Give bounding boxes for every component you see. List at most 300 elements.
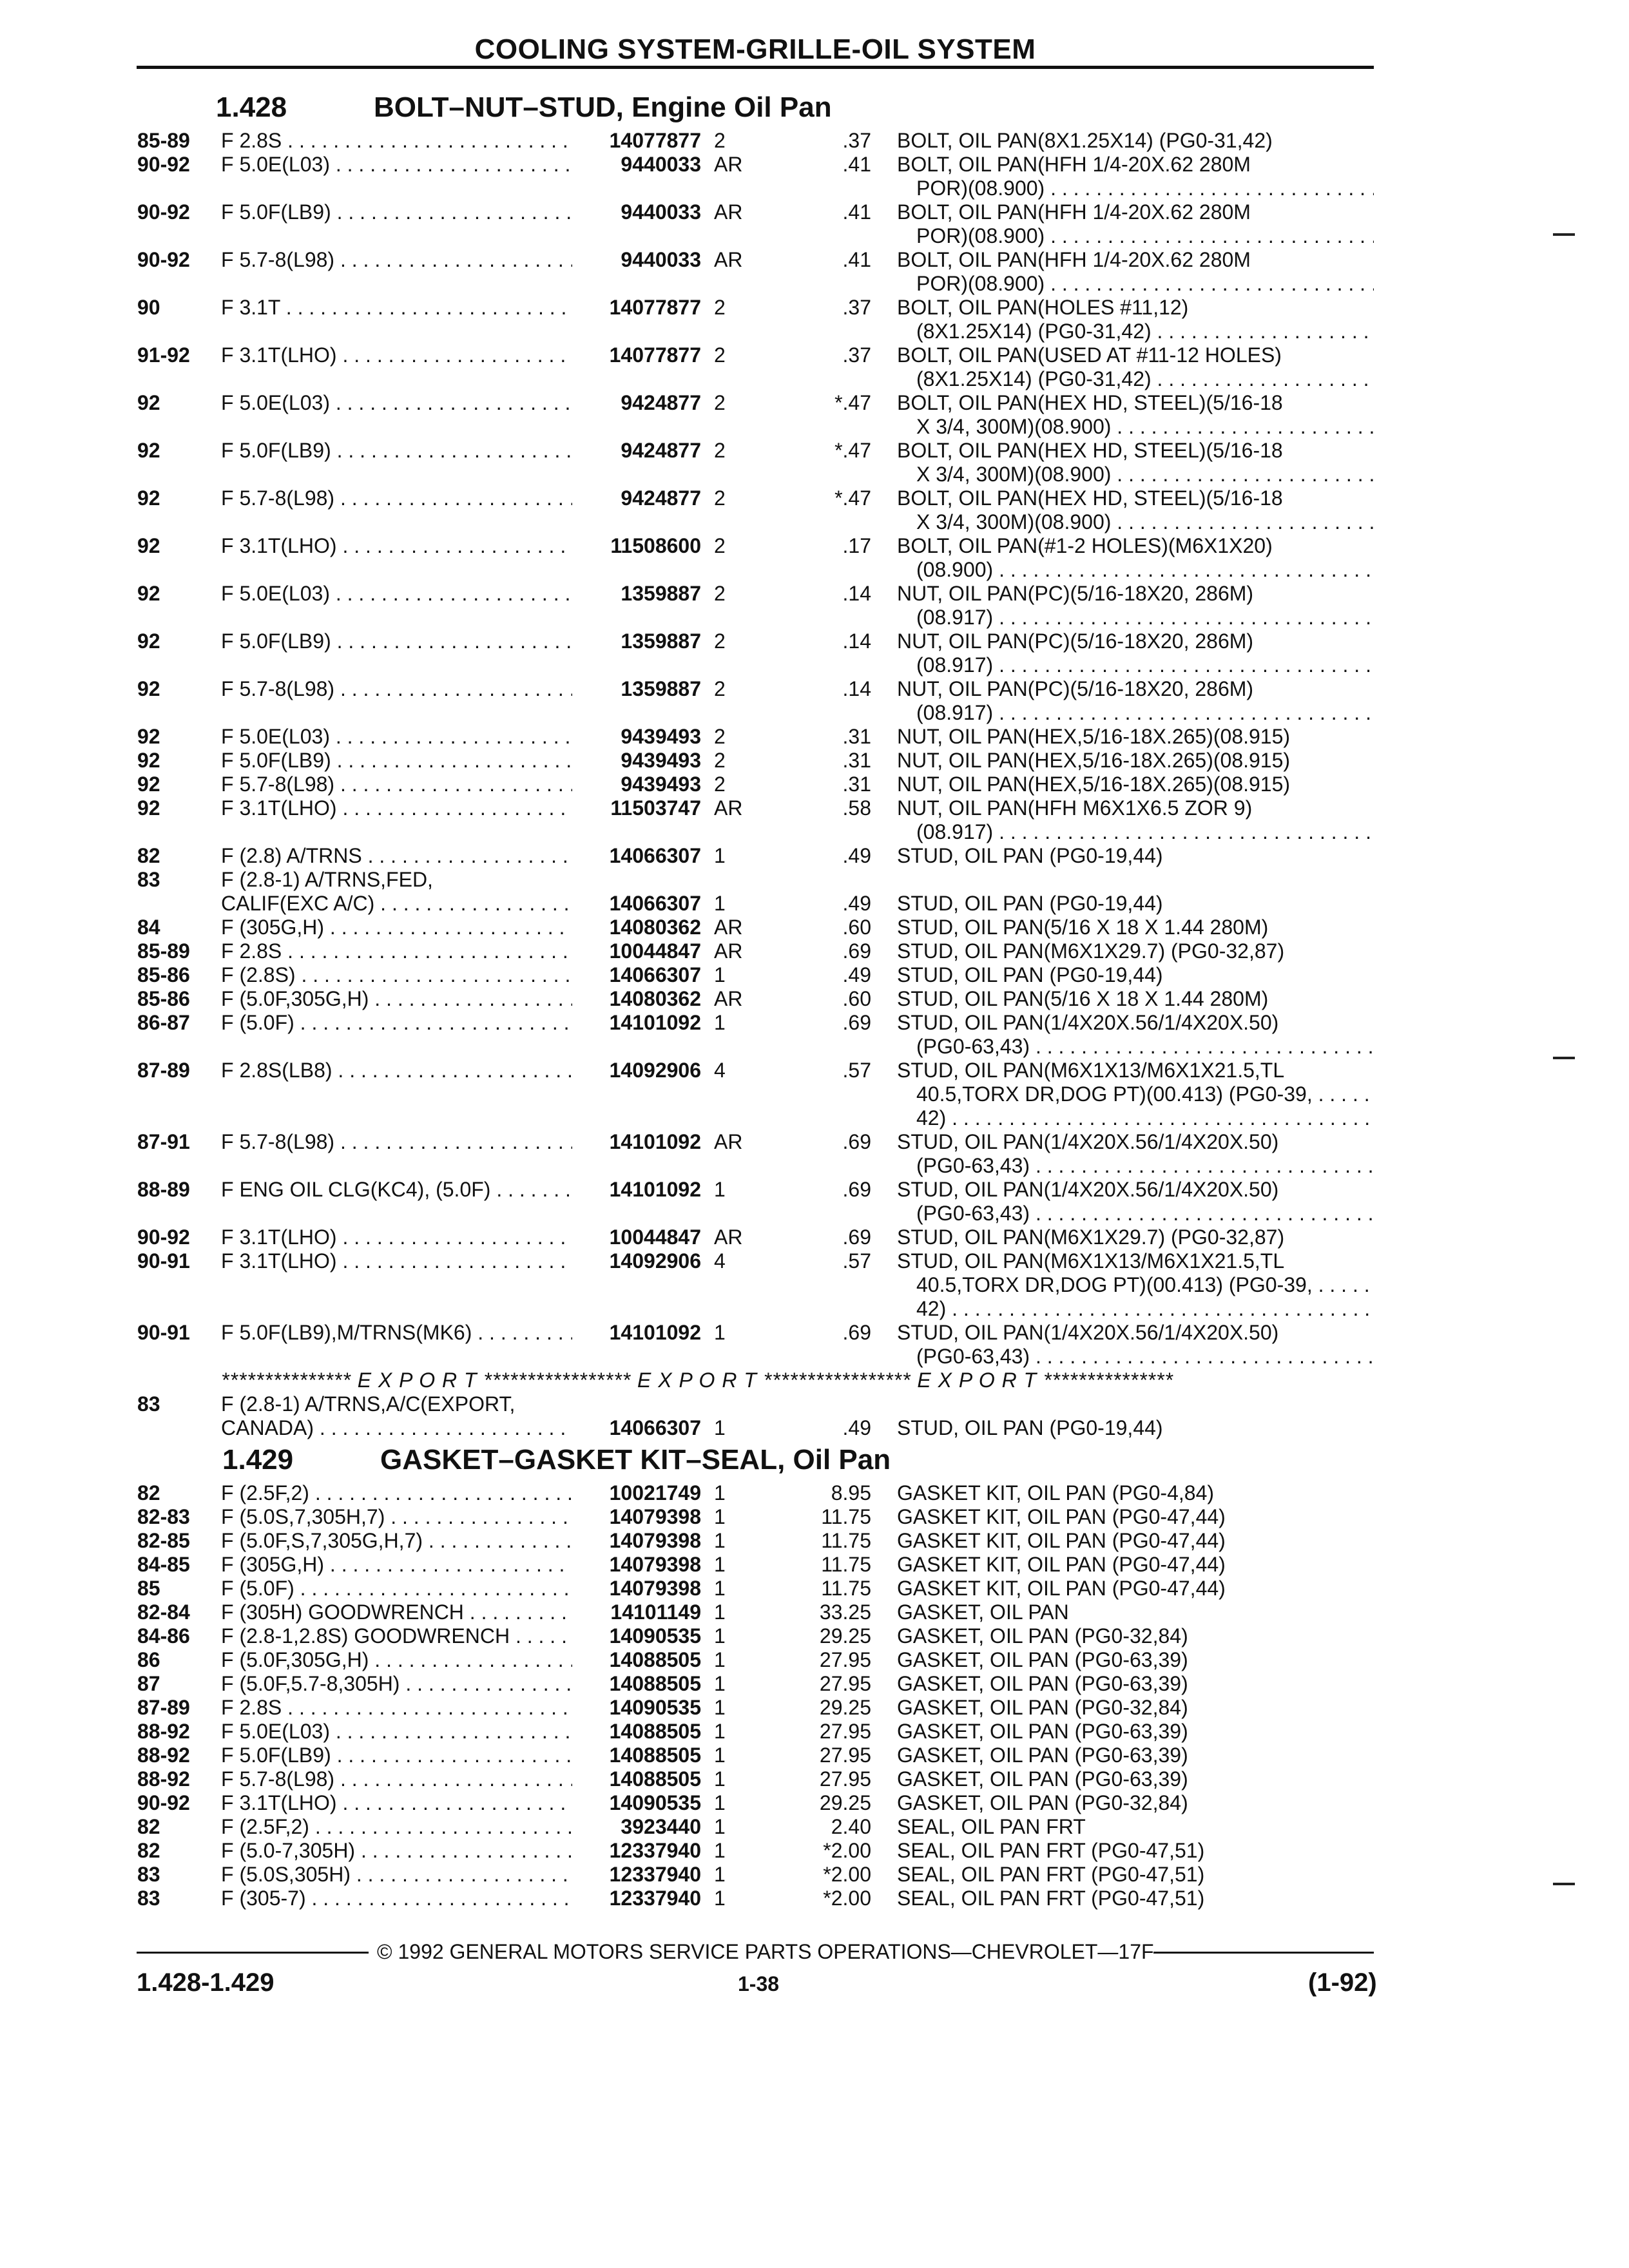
application-cell	[221, 1863, 572, 1886]
part-number-cell: 14079398	[609, 1505, 701, 1528]
application-text: F (5.0F,305G,H)	[221, 1648, 369, 1671]
description-cell: GASKET, OIL PAN (PG0-63,39)	[897, 1672, 1188, 1695]
description-cell: BOLT, OIL PAN(HFH 1/4-20X.62 280M	[897, 248, 1251, 271]
application-text: F 5.0E(L03)	[221, 582, 330, 605]
application-text: F 2.8S(LB8)	[221, 1059, 333, 1082]
description-cell: GASKET, OIL PAN (PG0-32,84)	[897, 1791, 1188, 1814]
quantity-cell: 1	[714, 1011, 726, 1034]
application-cell	[221, 1481, 572, 1504]
table-row	[0, 1416, 1629, 1439]
price-cell: 27.95	[819, 1744, 871, 1767]
application-cell	[221, 391, 572, 414]
description-cell: SEAL, OIL PAN FRT (PG0-47,51)	[897, 1863, 1205, 1886]
table-row	[0, 1767, 1629, 1791]
application-text: F (5.0F,305G,H)	[221, 987, 369, 1010]
table-row	[0, 439, 1629, 462]
description-cell: BOLT, OIL PAN(HFH 1/4-20X.62 280M	[897, 200, 1251, 224]
quantity-cell: 1	[714, 1791, 726, 1814]
price-cell: *2.00	[823, 1839, 871, 1862]
description-continuation-text: (PG0-63,43)	[916, 1035, 1030, 1058]
quantity-cell: 1	[714, 1815, 726, 1838]
description-continuation	[916, 1202, 1374, 1225]
table-row	[0, 1577, 1629, 1600]
part-number-cell: 14080362	[609, 916, 701, 939]
description-cell: STUD, OIL PAN (PG0-19,44)	[897, 1416, 1163, 1439]
price-cell: .60	[842, 916, 871, 939]
application-text: F 3.1T	[221, 296, 280, 319]
table-row	[0, 1249, 1629, 1273]
years-cell: 90	[137, 296, 160, 319]
years-cell: 87-89	[137, 1059, 190, 1082]
description-cell: GASKET KIT, OIL PAN (PG0-47,44)	[897, 1577, 1226, 1600]
part-number-cell: 9439493	[621, 773, 701, 796]
application-text: F (5.0F,5.7-8,305H)	[221, 1672, 400, 1695]
description-cell: GASKET KIT, OIL PAN (PG0-4,84)	[897, 1481, 1215, 1504]
table-row	[0, 892, 1629, 915]
application-text: F 5.7-8(L98)	[221, 248, 335, 271]
table-row	[0, 725, 1629, 748]
application-cell	[221, 1577, 572, 1600]
table-row	[0, 1600, 1629, 1624]
years-cell: 82	[137, 844, 160, 867]
quantity-cell: 4	[714, 1059, 726, 1082]
description-cell: GASKET, OIL PAN	[897, 1600, 1069, 1624]
quantity-cell: 2	[714, 391, 726, 414]
years-cell: 86-87	[137, 1011, 190, 1034]
quantity-cell: 4	[714, 1249, 726, 1273]
quantity-cell: 2	[714, 677, 726, 700]
years-cell: 90-91	[137, 1249, 190, 1273]
table-row-continuation	[0, 1297, 1629, 1320]
description-continuation-text: (8X1.25X14) (PG0-31,42)	[916, 320, 1152, 343]
application-cell	[221, 1767, 572, 1791]
table-row	[0, 1839, 1629, 1862]
part-number-cell: 12337940	[609, 1887, 701, 1910]
table-row	[0, 1720, 1629, 1743]
table-row-continuation	[0, 820, 1629, 843]
application-text: F (5.0S,305H)	[221, 1863, 351, 1886]
part-number-cell: 9424877	[621, 391, 701, 414]
description-cell: GASKET, OIL PAN (PG0-63,39)	[897, 1767, 1188, 1791]
description-continuation	[916, 510, 1374, 533]
application-text: F 3.1T(LHO)	[221, 534, 337, 557]
table-row-continuation	[0, 463, 1629, 486]
application-text: F (5.0F)	[221, 1577, 294, 1600]
section-heading	[222, 1444, 1189, 1476]
table-row-continuation	[0, 177, 1629, 200]
part-number-cell: 14088505	[609, 1720, 701, 1743]
years-cell: 82-85	[137, 1529, 190, 1552]
description-continuation-text: POR)(08.900)	[916, 272, 1045, 295]
part-number-cell: 14066307	[609, 963, 701, 986]
description-continuation-text: 40.5,TORX DR,DOG PT)(00.413) (PG0-39,	[916, 1082, 1313, 1106]
application-cell	[221, 439, 572, 462]
part-number-cell: 1359887	[621, 582, 701, 605]
table-row	[0, 129, 1629, 152]
table-row	[0, 1011, 1629, 1034]
price-cell: .69	[842, 939, 871, 963]
table-row	[0, 1863, 1629, 1886]
years-cell: 82	[137, 1839, 160, 1862]
description-cell: GASKET, OIL PAN (PG0-63,39)	[897, 1648, 1188, 1671]
application-cell	[221, 129, 572, 152]
price-cell: 11.75	[821, 1553, 871, 1576]
description-cell: STUD, OIL PAN(M6X1X29.7) (PG0-32,87)	[897, 1225, 1285, 1249]
part-number-cell: 14077877	[609, 129, 701, 152]
price-cell: .49	[842, 1416, 871, 1439]
table-row	[0, 987, 1629, 1010]
application-cell	[221, 796, 572, 820]
table-row-continuation	[0, 224, 1629, 247]
price-cell: .37	[842, 343, 871, 367]
description-cell: NUT, OIL PAN(PC)(5/16-18X20, 286M)	[897, 677, 1254, 700]
application-cell	[221, 1249, 572, 1273]
section-number: 1.428	[216, 91, 287, 123]
table-row-continuation	[0, 272, 1629, 295]
table-row-continuation	[0, 1345, 1629, 1368]
application-cell	[221, 1624, 572, 1648]
application-cell	[221, 534, 572, 557]
price-cell: .17	[842, 534, 871, 557]
price-cell: .57	[842, 1249, 871, 1273]
description-continuation-text: POR)(08.900)	[916, 224, 1045, 247]
quantity-cell: 2	[714, 439, 726, 462]
application-text: F (305G,H)	[221, 1553, 325, 1576]
quantity-cell: 1	[714, 1696, 726, 1719]
table-row-continuation	[0, 1106, 1629, 1129]
quantity-cell: 2	[714, 749, 726, 772]
years-cell: 84	[137, 916, 160, 939]
application-cell	[221, 1672, 572, 1695]
description-continuation	[916, 1035, 1374, 1058]
part-number-cell: 9439493	[621, 749, 701, 772]
application-cell	[221, 1529, 572, 1552]
table-row-continuation	[0, 653, 1629, 677]
quantity-cell: 1	[714, 1505, 726, 1528]
part-number-cell: 1359887	[621, 677, 701, 700]
price-cell: .41	[842, 153, 871, 176]
years-cell: 85	[137, 1577, 160, 1600]
quantity-cell: 2	[714, 534, 726, 557]
table-row	[0, 916, 1629, 939]
description-continuation-text: (08.917)	[916, 653, 994, 677]
application-text: F 5.0F(LB9)	[221, 200, 331, 224]
application-cell	[221, 725, 572, 748]
price-cell: .69	[842, 1130, 871, 1153]
table-row-continuation	[0, 1082, 1629, 1106]
application-text: F 3.1T(LHO)	[221, 1249, 337, 1273]
description-continuation-text: 40.5,TORX DR,DOG PT)(00.413) (PG0-39,	[916, 1273, 1313, 1296]
table-row	[0, 1696, 1629, 1719]
years-cell: 92	[137, 534, 160, 557]
years-cell: 90-92	[137, 153, 190, 176]
quantity-cell: 1	[714, 1672, 726, 1695]
price-cell: 27.95	[819, 1767, 871, 1791]
description-continuation-text: (08.917)	[916, 701, 994, 724]
application-cell	[221, 963, 572, 986]
application-text: CANADA)	[221, 1416, 314, 1439]
price-cell: .41	[842, 248, 871, 271]
quantity-cell: 1	[714, 1577, 726, 1600]
part-number-cell: 14101092	[609, 1011, 701, 1034]
price-cell: .60	[842, 987, 871, 1010]
description-continuation-text: 42)	[916, 1297, 947, 1320]
application-cell	[221, 343, 572, 367]
description-cell: NUT, OIL PAN(HFH M6X1X6.5 ZOR 9)	[897, 796, 1253, 820]
table-row	[0, 534, 1629, 557]
quantity-cell: AR	[714, 1225, 743, 1249]
description-continuation-text: (PG0-63,43)	[916, 1345, 1030, 1368]
table-row-continuation	[0, 558, 1629, 581]
years-cell: 87-89	[137, 1696, 190, 1719]
page-title: COOLING SYSTEM-GRILLE-OIL SYSTEM	[474, 34, 1036, 65]
price-cell: 27.95	[819, 1648, 871, 1671]
price-cell: .31	[842, 725, 871, 748]
part-number-cell: 10044847	[609, 939, 701, 963]
quantity-cell: 2	[714, 629, 726, 653]
application-cell	[221, 1178, 572, 1201]
years-cell: 92	[137, 749, 160, 772]
application-text: F (2.5F,2)	[221, 1815, 309, 1838]
section-number: 1.429	[222, 1444, 294, 1475]
section-heading	[216, 91, 1182, 124]
years-cell: 90-92	[137, 1791, 190, 1814]
application-cell	[221, 677, 572, 700]
table-row	[0, 1321, 1629, 1344]
part-number-cell: 14088505	[609, 1672, 701, 1695]
application-cell	[221, 749, 572, 772]
years-cell: 87	[137, 1672, 160, 1695]
years-cell: 83	[137, 1392, 160, 1416]
description-continuation	[916, 463, 1374, 486]
revision-date: (1-92)	[1308, 1968, 1377, 1997]
price-cell: 33.25	[819, 1600, 871, 1624]
application-text: F 5.7-8(L98)	[221, 1767, 335, 1791]
quantity-cell: 2	[714, 129, 726, 152]
description-continuation	[916, 1082, 1374, 1106]
price-cell: .41	[842, 200, 871, 224]
application-cell	[221, 1720, 572, 1743]
application-text: F 3.1T(LHO)	[221, 1791, 337, 1814]
application-text: F 5.7-8(L98)	[221, 677, 335, 700]
application-cell	[221, 1130, 572, 1153]
application-text: CALIF(EXC A/C)	[221, 892, 375, 915]
quantity-cell: AR	[714, 939, 743, 963]
price-cell: .49	[842, 892, 871, 915]
table-row	[0, 1887, 1629, 1910]
years-cell: 86	[137, 1648, 160, 1671]
table-row	[0, 343, 1629, 367]
part-number-cell: 9424877	[621, 439, 701, 462]
application-cell	[221, 1392, 572, 1416]
years-cell: 88-92	[137, 1767, 190, 1791]
years-cell: 85-89	[137, 939, 190, 963]
table-row	[0, 486, 1629, 510]
table-row	[0, 1529, 1629, 1552]
description-cell: STUD, OIL PAN(M6X1X29.7) (PG0-32,87)	[897, 939, 1285, 963]
part-number-cell: 3923440	[621, 1815, 701, 1838]
application-cell	[221, 153, 572, 176]
description-cell: BOLT, OIL PAN(HEX HD, STEEL)(5/16-18	[897, 439, 1283, 462]
application-cell	[221, 892, 572, 915]
quantity-cell: 1	[714, 1767, 726, 1791]
description-continuation-text: (PG0-63,43)	[916, 1202, 1030, 1225]
table-row	[0, 677, 1629, 700]
part-number-cell: 14066307	[609, 844, 701, 867]
part-number-cell: 14101092	[609, 1178, 701, 1201]
part-number-cell: 11503747	[610, 796, 701, 820]
description-continuation-text: 42)	[916, 1106, 947, 1129]
application-text: F 3.1T(LHO)	[221, 1225, 337, 1249]
table-row	[0, 1225, 1629, 1249]
application-cell	[221, 582, 572, 605]
description-cell: NUT, OIL PAN(HEX,5/16-18X.265)(08.915)	[897, 773, 1291, 796]
application-text: F 5.0E(L03)	[221, 391, 330, 414]
quantity-cell: AR	[714, 796, 743, 820]
application-cell	[221, 1225, 572, 1249]
margin-mark	[1553, 1057, 1575, 1059]
table-row-continuation	[0, 701, 1629, 724]
table-row	[0, 1481, 1629, 1504]
table-row-continuation	[0, 1035, 1629, 1058]
table-row	[0, 796, 1629, 820]
price-cell: .49	[842, 963, 871, 986]
description-continuation	[916, 272, 1374, 295]
years-cell: 92	[137, 439, 160, 462]
table-row	[0, 1392, 1629, 1416]
price-cell: 11.75	[821, 1505, 871, 1528]
application-text: F 3.1T(LHO)	[221, 796, 337, 820]
application-text: F 2.8S	[221, 129, 282, 152]
margin-mark	[1553, 1883, 1575, 1885]
description-cell: NUT, OIL PAN(PC)(5/16-18X20, 286M)	[897, 629, 1254, 653]
application-cell	[221, 939, 572, 963]
application-cell	[221, 200, 572, 224]
part-number-cell: 14079398	[609, 1577, 701, 1600]
description-cell: STUD, OIL PAN(1/4X20X.56/1/4X20X.50)	[897, 1178, 1279, 1201]
part-number-cell: 10044847	[609, 1225, 701, 1249]
application-cell	[221, 486, 572, 510]
application-text: F (2.8S)	[221, 963, 296, 986]
quantity-cell: 1	[714, 1529, 726, 1552]
application-cell	[221, 1696, 572, 1719]
table-row	[0, 1672, 1629, 1695]
quantity-cell: 1	[714, 1648, 726, 1671]
price-cell: .14	[842, 582, 871, 605]
description-continuation	[916, 701, 1374, 724]
application-text: F 5.0E(L03)	[221, 725, 330, 748]
description-cell: STUD, OIL PAN(M6X1X13/M6X1X21.5,TL	[897, 1059, 1285, 1082]
quantity-cell: 2	[714, 725, 726, 748]
description-continuation-text: X 3/4, 300M)(08.900)	[916, 510, 1112, 533]
quantity-cell: 1	[714, 1600, 726, 1624]
description-cell: STUD, OIL PAN(M6X1X13/M6X1X21.5,TL	[897, 1249, 1285, 1273]
table-row-continuation	[0, 1202, 1629, 1225]
price-cell: .69	[842, 1225, 871, 1249]
table-row	[0, 1553, 1629, 1576]
price-cell: 29.25	[819, 1791, 871, 1814]
application-cell	[221, 1648, 572, 1671]
description-continuation	[916, 177, 1374, 200]
quantity-cell: 1	[714, 1887, 726, 1910]
part-number-cell: 9440033	[621, 248, 701, 271]
application-text: F 2.8S	[221, 939, 282, 963]
price-cell: .31	[842, 749, 871, 772]
description-continuation-text: X 3/4, 300M)(08.900)	[916, 463, 1112, 486]
application-cell	[221, 1839, 572, 1862]
description-cell: STUD, OIL PAN(1/4X20X.56/1/4X20X.50)	[897, 1321, 1279, 1344]
quantity-cell: 1	[714, 1416, 726, 1439]
table-row	[0, 1815, 1629, 1838]
price-cell: *.47	[834, 391, 871, 414]
application-text: F (2.8-1) A/TRNS,FED,	[221, 868, 433, 891]
description-cell: BOLT, OIL PAN(USED AT #11-12 HOLES)	[897, 343, 1282, 367]
years-cell: 82-83	[137, 1505, 190, 1528]
years-cell: 92	[137, 486, 160, 510]
table-row	[0, 1130, 1629, 1153]
section-title: BOLT–NUT–STUD, Engine Oil Pan	[374, 91, 832, 123]
table-row	[0, 1178, 1629, 1201]
part-number-cell: 14092906	[609, 1249, 701, 1273]
years-cell: 83	[137, 1863, 160, 1886]
application-text: F (2.8-1,2.8S) GOODWRENCH	[221, 1624, 510, 1648]
description-cell: NUT, OIL PAN(HEX,5/16-18X.265)(08.915)	[897, 749, 1291, 772]
years-cell: 83	[137, 868, 160, 891]
price-cell: .37	[842, 296, 871, 319]
description-continuation	[916, 653, 1374, 677]
description-continuation	[916, 224, 1374, 247]
price-cell: .14	[842, 629, 871, 653]
description-cell: STUD, OIL PAN(1/4X20X.56/1/4X20X.50)	[897, 1011, 1279, 1034]
description-continuation-text: (8X1.25X14) (PG0-31,42)	[916, 367, 1152, 390]
application-text: F 5.0F(LB9)	[221, 1744, 331, 1767]
application-cell	[221, 1321, 572, 1344]
part-number-cell: 14066307	[609, 892, 701, 915]
description-cell: STUD, OIL PAN(5/16 X 18 X 1.44 280M)	[897, 916, 1269, 939]
description-continuation	[916, 1154, 1374, 1177]
part-number-cell: 14101149	[610, 1600, 701, 1624]
description-cell: BOLT, OIL PAN(HFH 1/4-20X.62 280M	[897, 153, 1251, 176]
price-cell: *2.00	[823, 1863, 871, 1886]
table-row	[0, 582, 1629, 605]
description-continuation-text: (08.917)	[916, 606, 994, 629]
price-cell: .14	[842, 677, 871, 700]
copyright-text: © 1992 GENERAL MOTORS SERVICE PARTS OPERATIONS—CHEVROLET—17F	[377, 1940, 1154, 1963]
description-cell: GASKET, OIL PAN (PG0-63,39)	[897, 1744, 1188, 1767]
price-cell: 11.75	[821, 1529, 871, 1552]
application-cell	[221, 1059, 572, 1082]
quantity-cell: AR	[714, 248, 743, 271]
application-cell	[221, 868, 572, 891]
description-cell: SEAL, OIL PAN FRT (PG0-47,51)	[897, 1839, 1205, 1862]
application-cell	[221, 1416, 572, 1439]
description-cell: BOLT, OIL PAN(HOLES #11,12)	[897, 296, 1189, 319]
part-number-cell: 14079398	[609, 1529, 701, 1552]
part-number-cell: 14101092	[609, 1321, 701, 1344]
years-cell: 90-91	[137, 1321, 190, 1344]
part-number-cell: 14090535	[609, 1791, 701, 1814]
price-cell: *.47	[834, 439, 871, 462]
quantity-cell: AR	[714, 200, 743, 224]
years-cell: 92	[137, 725, 160, 748]
years-cell: 91-92	[137, 343, 190, 367]
application-cell	[221, 773, 572, 796]
title-rule	[137, 66, 1374, 69]
application-text: F 3.1T(LHO)	[221, 343, 337, 367]
price-cell: 11.75	[821, 1577, 871, 1600]
part-number-cell: 14088505	[609, 1648, 701, 1671]
application-text: F 5.0E(L03)	[221, 153, 330, 176]
